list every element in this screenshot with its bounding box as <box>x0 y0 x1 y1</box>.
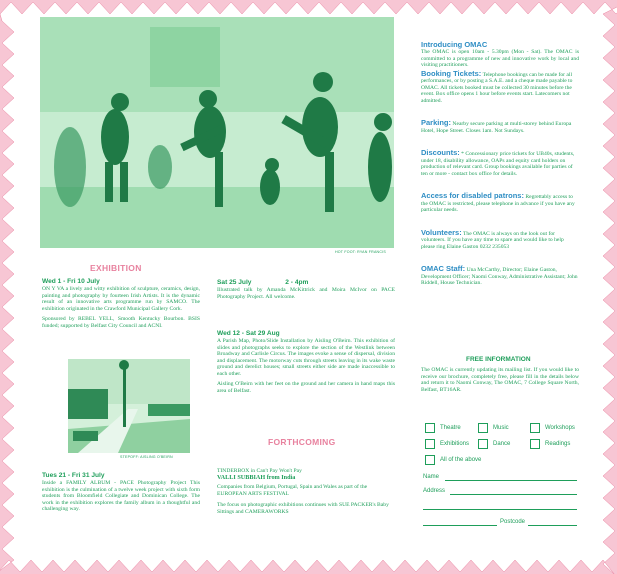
dancers-photo-illustration <box>40 17 394 248</box>
address-field-2[interactable] <box>423 509 577 510</box>
exhibitions-checkbox[interactable] <box>425 439 435 449</box>
discounts-block <box>421 148 579 177</box>
postcode-field[interactable] <box>528 525 577 526</box>
access-heading: Access for disabled patrons: <box>421 191 524 200</box>
postcode-label: Postcode <box>500 519 526 525</box>
address-field-3[interactable] <box>423 525 497 526</box>
free-info-text: The OMAC is currently updating its mailing list. If you would like to receive our brochure, completely free, please fill in the details below and return it to Naomi Conway, The OMAC, 7 College Square North, Belfast, BT16AR. <box>421 367 579 393</box>
free-info-heading: FREE INFORMATION <box>466 356 531 363</box>
booking-heading-label: Booking Tickets: <box>421 68 482 78</box>
option-theatre[interactable] <box>425 423 461 433</box>
forthcoming-list <box>217 468 395 515</box>
option-exhibitions[interactable] <box>425 439 469 449</box>
option-exhibitions-label: Exhibitions <box>440 441 470 447</box>
exhibition-4-text2: Aisling O'Beirn with her feet on the ground and her camera in hand maps this area of Belfast. <box>217 381 395 394</box>
forthcoming-heading: FORTHCOMING <box>268 437 336 447</box>
address-field-1[interactable] <box>450 494 577 495</box>
exhibition-3-time: 2 - 4pm <box>285 279 309 286</box>
photo1-credit: HOT FOOT: RYAN FRANCIS <box>335 250 386 254</box>
parking-text: Nearby secure parking at multi-storey behind Europa Hotel, Hope Street. Closes 1am. Not Sundays. <box>421 121 572 134</box>
option-workshops-label: Workshops <box>545 425 575 431</box>
photo2-credit: STEPOFF: AISLING O'BEIRN <box>120 455 173 459</box>
info-column <box>421 40 579 287</box>
exhibition-1-sponsor: Sponsored by REBEL YELL, Smooth Kentucky Bourbon. BSIS funded; supported by Belfast City Council and ACNI. <box>42 316 200 329</box>
option-readings[interactable] <box>530 439 570 449</box>
forthcoming-3: Companies from Belgium, Portugal, Spain and Wales as part of the EUROPEAN ARTS FESTIVAL <box>217 484 368 497</box>
volunteers-heading: Volunteers: <box>421 227 462 237</box>
intro-heading: Introducing OMAC <box>421 40 488 49</box>
workshops-checkbox[interactable] <box>530 423 540 433</box>
option-all-label: All of the above <box>440 457 482 463</box>
discounts-text: * Concessionary price tickets for UB40s, students, under 18, disability allowance, OAPs and equity card holders on production of relevant card. Group bookings available for parties of ten or more - contact box office for details. <box>421 151 575 177</box>
option-workshops[interactable] <box>530 423 575 433</box>
intro-text: The OMAC is open 10am - 5.30pm (Mon - Sat). The OMAC is committed to a programme of new and innovative work by local and visiting practitioners. <box>421 49 579 68</box>
motorway-photo <box>68 359 190 453</box>
booking-heading <box>421 69 481 78</box>
forthcoming-2: VALLI SUBBIAH from India <box>217 473 296 481</box>
parking-block <box>421 118 579 134</box>
exhibition-3-date-line <box>217 279 395 287</box>
exhibition-1-text: ON Y VA a lively and witty exhibition of sculpture, ceramics, design, painting and photography by fourteen Irish Artists. It is the dynamic result of an innovative arts programme run by SAMCO. The exhibition originated in the Crawford Municipal Gallery Cork. <box>42 286 200 312</box>
option-music[interactable] <box>478 423 509 433</box>
all-checkbox[interactable] <box>425 455 435 465</box>
name-label: Name <box>423 474 440 480</box>
music-checkbox[interactable] <box>478 423 488 433</box>
discounts-heading: Discounts: <box>421 148 460 157</box>
forthcoming-4: The focus on photographic exhibitions continues with SUE PACKER's Baby Sittings and CAMERAWORKS <box>217 502 389 515</box>
parking-heading: Parking: <box>421 118 452 127</box>
exhibition-4 <box>217 330 395 394</box>
option-dance-label: Dance <box>493 441 511 447</box>
option-music-label: Music <box>493 425 509 431</box>
staff-text: Una McCarthy, Director; Elaine Gaston, Development Officer; Naomi Conway, Administrative Assistant; John Riddell, House Technician. <box>421 267 578 286</box>
option-dance[interactable] <box>478 439 510 449</box>
exhibition-heading: EXHIBITION <box>90 263 142 273</box>
address-label: Address <box>423 488 446 494</box>
access-block <box>421 191 579 214</box>
exhibition-2-date: Tues 21 - Fri 31 July <box>42 472 105 479</box>
volunteers-block <box>421 228 579 251</box>
dancers-photo <box>40 17 394 248</box>
name-field[interactable] <box>445 480 577 481</box>
forthcoming-1: TINDERBOX in Can't Pay Won't Pay <box>217 468 302 474</box>
option-theatre-label: Theatre <box>440 425 461 431</box>
staff-block <box>421 264 579 287</box>
exhibition-1-date: Wed 1 - Fri 10 July <box>42 278 100 285</box>
option-all[interactable] <box>425 455 481 465</box>
exhibition-4-date: Wed 12 - Sat 29 Aug <box>217 330 280 337</box>
exhibition-3-date: Sat 25 July <box>217 279 252 286</box>
exhibition-1 <box>42 278 200 329</box>
dance-checkbox[interactable] <box>478 439 488 449</box>
motorway-photo-illustration <box>68 359 190 453</box>
booking-text: Telephone bookings can be made for all performances, or by posting a S.A.E. and a cheque made payable to OMAC. All tickets booked must be collected 30 minutes before the event. Box office opens 1 hour before events start. Latecomers not admitted. <box>421 71 573 104</box>
exhibition-2 <box>42 472 200 513</box>
exhibition-4-text: A Parish Map, Photo/Slide Installation by Aisling O'Beirn. This exhibition of slides and photographs seeks to explore the section of the Westlink between Broadway and Carlisle Circus. The images evoke a sense of dispersal, division and displacement. The motorway cuts through streets leaving in its wake waste ground and derelict houses; small streets either side are made inaccessible to each other. <box>217 338 395 377</box>
exhibition-3 <box>217 279 395 300</box>
exhibition-2-text: Inside a FAMILY ALBUM - PACE Photography Project This exhibition is the culmination of a twelve week project with sixth form students from Bloomfield Collegiate and Dominican College. The work in the exhibition explores the family album in a thoughtful and challenging way. <box>42 480 200 512</box>
readings-checkbox[interactable] <box>530 439 540 449</box>
theatre-checkbox[interactable] <box>425 423 435 433</box>
access-text: Regrettably access to the OMAC is restricted, please telephone in advance if you have any particular needs. <box>421 194 575 213</box>
exhibition-3-text: Illustrated talk by Amanda McKittrick and Moira McIvor on PACE Photography Project. All welcome. <box>217 287 395 300</box>
option-readings-label: Readings <box>545 441 571 447</box>
staff-heading: OMAC Staff: <box>421 264 466 273</box>
volunteers-text: The OMAC is always on the look out for volunteers. If you have any time to spare and would like to help please ring Elaine Gaston 0232 235053 <box>421 230 564 250</box>
